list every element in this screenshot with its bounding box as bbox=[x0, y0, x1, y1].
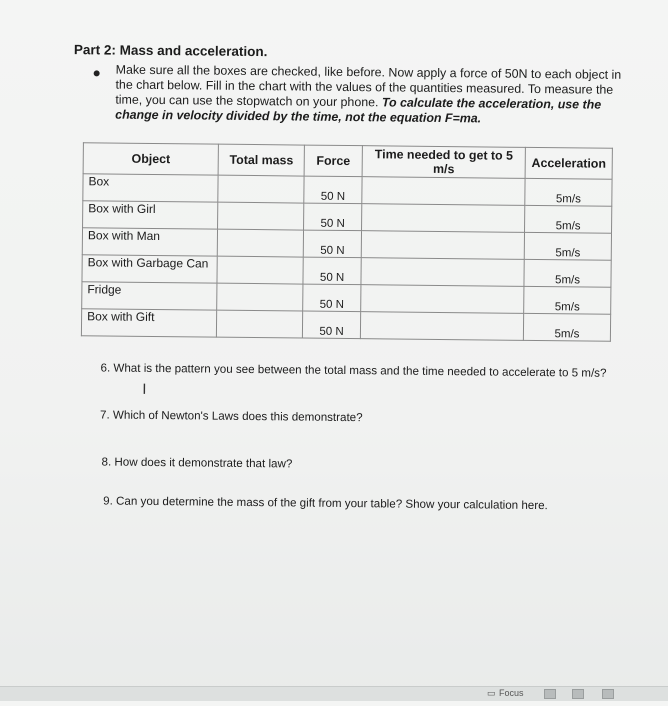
cell-acceleration[interactable]: 5m/s bbox=[525, 205, 612, 233]
text-cursor-icon: I bbox=[142, 380, 147, 398]
cell-object: Box with Man bbox=[82, 228, 218, 256]
cell-force[interactable]: 50 N bbox=[303, 257, 361, 285]
cell-acceleration[interactable]: 5m/s bbox=[523, 313, 610, 341]
section-heading: Part 2: Mass and acceleration. bbox=[73, 42, 268, 60]
cell-time[interactable] bbox=[360, 312, 523, 341]
cell-acceleration[interactable]: 5m/s bbox=[525, 178, 612, 206]
header-total-mass: Total mass bbox=[218, 144, 304, 176]
cell-object: Box bbox=[83, 174, 219, 202]
cell-object: Box with Garbage Can bbox=[82, 255, 218, 283]
cell-object: Box with Gift bbox=[81, 309, 217, 337]
cell-object: Box with Girl bbox=[83, 201, 219, 229]
cell-time[interactable] bbox=[362, 177, 525, 206]
instructions-paragraph bbox=[115, 63, 636, 128]
header-force: Force bbox=[304, 145, 362, 177]
cell-total-mass[interactable] bbox=[218, 229, 304, 257]
question-9: 9. Can you determine the mass of the gift from your table? Show your calculation here. bbox=[103, 494, 548, 513]
focus-icon[interactable]: ▭ bbox=[487, 688, 496, 698]
cell-acceleration[interactable]: 5m/s bbox=[524, 286, 611, 314]
bullet-icon bbox=[94, 70, 100, 76]
status-bar bbox=[0, 686, 668, 701]
read-mode-icon[interactable] bbox=[544, 689, 556, 699]
cell-acceleration[interactable]: 5m/s bbox=[524, 232, 611, 260]
question-8: 8. How does it demonstrate that law? bbox=[101, 455, 293, 471]
web-layout-icon[interactable] bbox=[602, 689, 614, 699]
print-layout-icon[interactable] bbox=[572, 689, 584, 699]
cell-time[interactable] bbox=[361, 231, 524, 260]
instructions-text: Make sure all the boxes are checked, like before. Now apply a force of 50N to each object in the chart below. Fill in the chart with the values of the quantities measured. To measure the time, you can use the stopwatch on your phone. bbox=[115, 62, 622, 110]
focus-button[interactable]: Focus bbox=[499, 688, 524, 698]
cell-force[interactable]: 50 N bbox=[304, 176, 362, 204]
header-object: Object bbox=[83, 143, 219, 175]
header-time: Time needed to get to 5 m/s bbox=[362, 146, 525, 179]
measurement-table bbox=[81, 142, 613, 342]
cell-total-mass[interactable] bbox=[218, 202, 304, 230]
instructions-emphasis: To calculate the acceleration, use the change in velocity divided by the time, not the equation F=ma. bbox=[115, 95, 602, 126]
cell-force[interactable]: 50 N bbox=[304, 203, 362, 231]
cell-total-mass[interactable] bbox=[218, 175, 304, 203]
cell-force[interactable]: 50 N bbox=[303, 284, 361, 312]
cell-force[interactable]: 50 N bbox=[303, 230, 361, 258]
cell-total-mass[interactable] bbox=[217, 283, 303, 311]
cell-total-mass[interactable] bbox=[217, 310, 303, 338]
cell-time[interactable] bbox=[361, 258, 524, 287]
question-7: 7. Which of Newton's Laws does this demonstrate? bbox=[100, 408, 363, 425]
cell-force[interactable]: 50 N bbox=[302, 311, 360, 339]
cell-acceleration[interactable]: 5m/s bbox=[524, 259, 611, 287]
question-6: 6. What is the pattern you see between the total mass and the time needed to accelerate to 5 m/s? bbox=[100, 361, 607, 380]
header-acceleration: Acceleration bbox=[525, 147, 612, 179]
cell-time[interactable] bbox=[361, 285, 524, 314]
cell-object: Fridge bbox=[82, 282, 218, 310]
cell-total-mass[interactable] bbox=[217, 256, 303, 284]
table-row bbox=[81, 309, 610, 342]
cell-time[interactable] bbox=[362, 204, 525, 233]
